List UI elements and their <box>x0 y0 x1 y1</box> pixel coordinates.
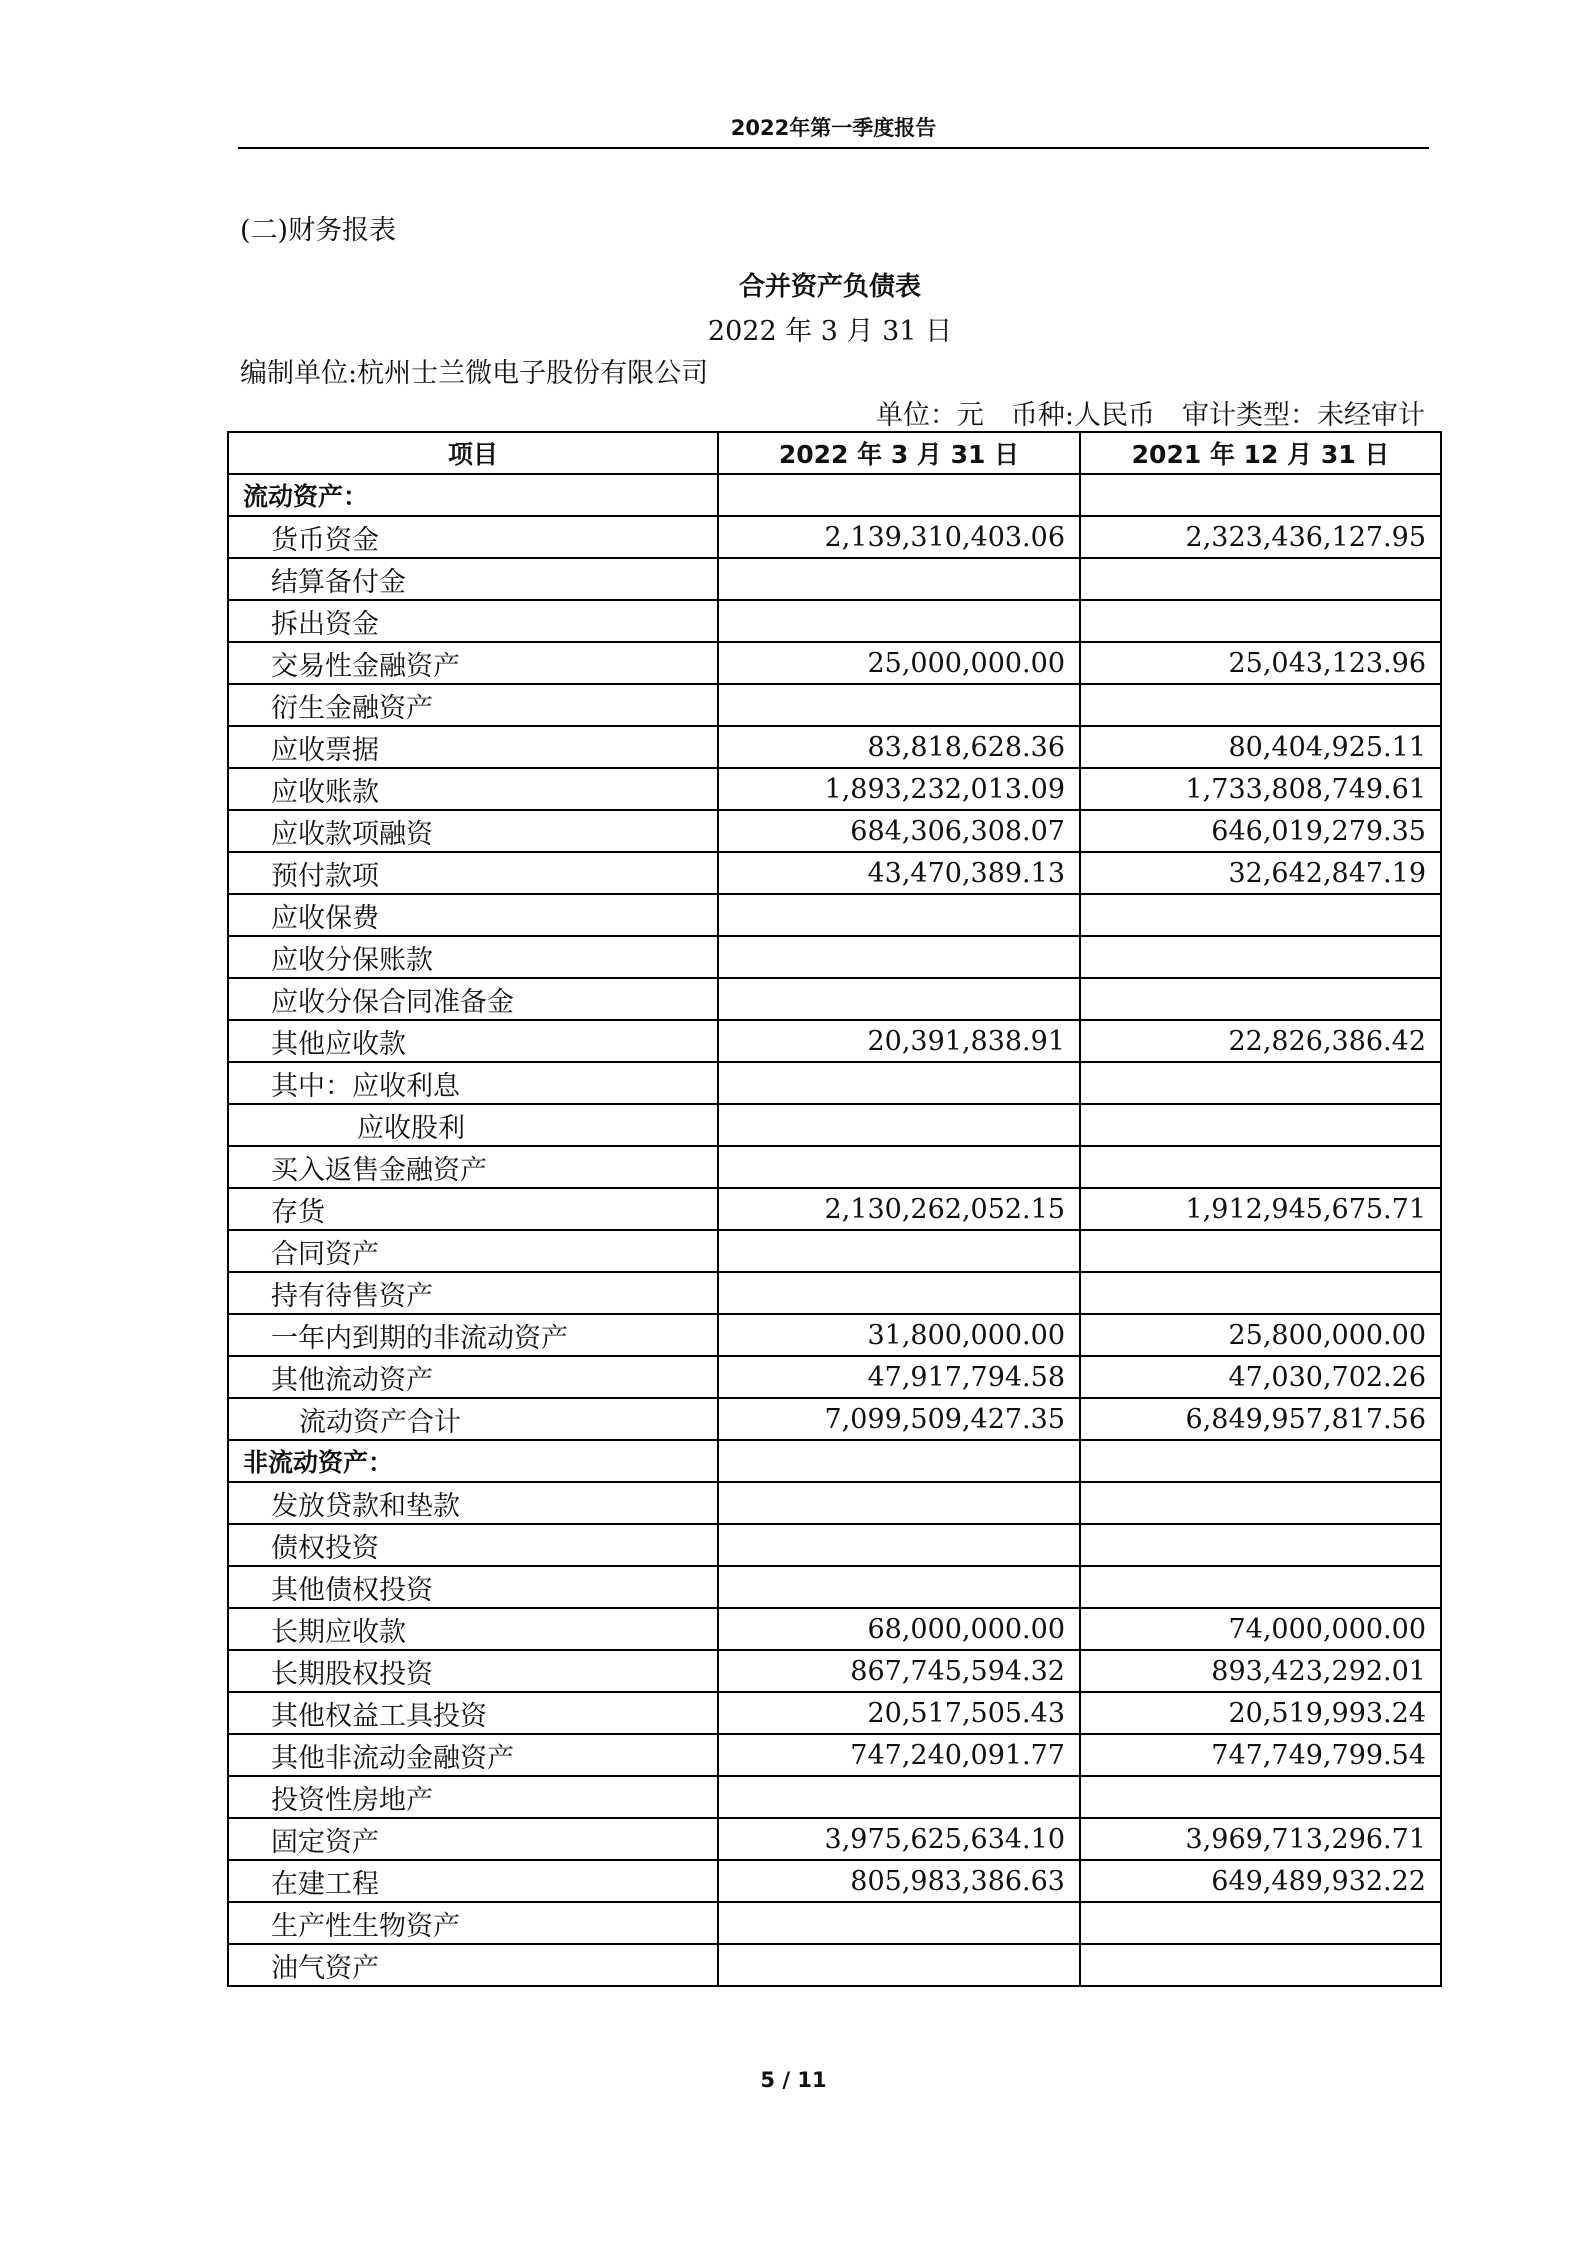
row-label: 货币资金 <box>228 516 718 558</box>
row-label: 衍生金融资产 <box>228 684 718 726</box>
table-row <box>228 1104 1441 1146</box>
row-label: 在建工程 <box>228 1860 718 1902</box>
current-value <box>718 1146 1080 1188</box>
previous-value: 747,749,799.54 <box>1080 1734 1441 1776</box>
row-label: 债权投资 <box>228 1524 718 1566</box>
previous-value: 1,733,808,749.61 <box>1080 768 1441 810</box>
current-value <box>718 1566 1080 1608</box>
row-label: 其他非流动金融资产 <box>228 1734 718 1776</box>
table-row <box>228 1020 1441 1062</box>
previous-value <box>1080 1062 1441 1104</box>
previous-value: 6,849,957,817.56 <box>1080 1398 1441 1440</box>
column-header-current: 2022 年 3 月 31 日 <box>718 432 1080 474</box>
table-row <box>228 1524 1441 1566</box>
current-value <box>718 1230 1080 1272</box>
table-row <box>228 1146 1441 1188</box>
row-label: 买入返售金融资产 <box>228 1146 718 1188</box>
table-row <box>228 558 1441 600</box>
table-row <box>228 1398 1441 1440</box>
current-value <box>718 1944 1080 1986</box>
statement-title: 合并资产负债表 <box>738 272 921 302</box>
table-row <box>228 936 1441 978</box>
row-label: 其中：应收利息 <box>228 1062 718 1104</box>
previous-value: 80,404,925.11 <box>1080 726 1441 768</box>
current-value: 20,517,505.43 <box>718 1692 1080 1734</box>
previous-value: 893,423,292.01 <box>1080 1650 1441 1692</box>
row-label: 应收票据 <box>228 726 718 768</box>
table-row <box>228 1608 1441 1650</box>
report-header: 2022年第一季度报告 <box>730 116 937 140</box>
table-row <box>228 1062 1441 1104</box>
previous-value <box>1080 1944 1441 1986</box>
previous-value <box>1080 684 1441 726</box>
current-value <box>718 894 1080 936</box>
table-row <box>228 642 1441 684</box>
row-label: 一年内到期的非流动资产 <box>228 1314 718 1356</box>
column-header-item: 项目 <box>228 432 718 474</box>
current-value <box>718 1776 1080 1818</box>
current-value <box>718 1062 1080 1104</box>
current-value <box>718 558 1080 600</box>
previous-value <box>1080 1440 1441 1482</box>
table-row <box>228 1902 1441 1944</box>
previous-value <box>1080 1104 1441 1146</box>
current-value: 31,800,000.00 <box>718 1314 1080 1356</box>
previous-value: 47,030,702.26 <box>1080 1356 1441 1398</box>
current-value <box>718 600 1080 642</box>
previous-value <box>1080 1776 1441 1818</box>
current-value: 47,917,794.58 <box>718 1356 1080 1398</box>
previous-value <box>1080 1272 1441 1314</box>
previous-value: 25,043,123.96 <box>1080 642 1441 684</box>
row-label: 流动资产合计 <box>228 1398 718 1440</box>
previous-value <box>1080 1146 1441 1188</box>
current-value: 684,306,308.07 <box>718 810 1080 852</box>
row-label: 持有待售资产 <box>228 1272 718 1314</box>
row-label: 应收分保账款 <box>228 936 718 978</box>
previous-value <box>1080 474 1441 516</box>
current-value <box>718 978 1080 1020</box>
row-label: 油气资产 <box>228 1944 718 1986</box>
table-row <box>228 852 1441 894</box>
row-label: 生产性生物资产 <box>228 1902 718 1944</box>
previous-value: 1,912,945,675.71 <box>1080 1188 1441 1230</box>
row-label: 长期应收款 <box>228 1608 718 1650</box>
current-value: 83,818,628.36 <box>718 726 1080 768</box>
row-label: 应收保费 <box>228 894 718 936</box>
current-value: 2,130,262,052.15 <box>718 1188 1080 1230</box>
current-value: 2,139,310,403.06 <box>718 516 1080 558</box>
row-label: 合同资产 <box>228 1230 718 1272</box>
table-row <box>228 1272 1441 1314</box>
row-label: 其他流动资产 <box>228 1356 718 1398</box>
current-value: 43,470,389.13 <box>718 852 1080 894</box>
current-value <box>718 1104 1080 1146</box>
previous-value <box>1080 600 1441 642</box>
table-row <box>228 1818 1441 1860</box>
row-label: 其他权益工具投资 <box>228 1692 718 1734</box>
current-value <box>718 936 1080 978</box>
current-value: 7,099,509,427.35 <box>718 1398 1080 1440</box>
table-row <box>228 600 1441 642</box>
current-value <box>718 1902 1080 1944</box>
table-row <box>228 1860 1441 1902</box>
table-row <box>228 768 1441 810</box>
table-header-row <box>228 432 1441 474</box>
table-row <box>228 474 1441 516</box>
row-label: 拆出资金 <box>228 600 718 642</box>
row-label: 其他债权投资 <box>228 1566 718 1608</box>
current-value: 20,391,838.91 <box>718 1020 1080 1062</box>
balance-sheet-table <box>227 431 1442 1987</box>
current-value: 867,745,594.32 <box>718 1650 1080 1692</box>
previous-value <box>1080 1902 1441 1944</box>
row-label: 交易性金融资产 <box>228 642 718 684</box>
previous-value: 22,826,386.42 <box>1080 1020 1441 1062</box>
column-header-previous: 2021 年 12 月 31 日 <box>1080 432 1441 474</box>
row-label: 流动资产： <box>228 474 718 516</box>
previous-value: 2,323,436,127.95 <box>1080 516 1441 558</box>
previous-value <box>1080 1566 1441 1608</box>
table-row <box>228 1944 1441 1986</box>
previous-value <box>1080 936 1441 978</box>
table-row <box>228 1482 1441 1524</box>
previous-value <box>1080 894 1441 936</box>
previous-value <box>1080 1482 1441 1524</box>
statement-meta: 单位：元 币种:人民币 审计类型：未经审计 <box>875 400 1425 431</box>
current-value: 68,000,000.00 <box>718 1608 1080 1650</box>
table-row <box>228 726 1441 768</box>
page-number: 5 / 11 <box>760 2068 827 2092</box>
table-row <box>228 1566 1441 1608</box>
table-row <box>228 684 1441 726</box>
row-label: 存货 <box>228 1188 718 1230</box>
row-label: 非流动资产： <box>228 1440 718 1482</box>
company-name: 编制单位:杭州士兰微电子股份有限公司 <box>240 358 709 389</box>
current-value: 805,983,386.63 <box>718 1860 1080 1902</box>
previous-value <box>1080 1524 1441 1566</box>
table-row <box>228 1776 1441 1818</box>
section-title: (二)财务报表 <box>240 215 397 246</box>
current-value: 1,893,232,013.09 <box>718 768 1080 810</box>
row-label: 应收款项融资 <box>228 810 718 852</box>
current-value <box>718 1440 1080 1482</box>
table-row <box>228 1356 1441 1398</box>
table-row <box>228 1230 1441 1272</box>
row-label: 应收分保合同准备金 <box>228 978 718 1020</box>
header-rule <box>238 147 1429 149</box>
previous-value: 32,642,847.19 <box>1080 852 1441 894</box>
previous-value <box>1080 978 1441 1020</box>
row-label: 其他应收款 <box>228 1020 718 1062</box>
row-label: 固定资产 <box>228 1818 718 1860</box>
previous-value: 25,800,000.00 <box>1080 1314 1441 1356</box>
previous-value: 74,000,000.00 <box>1080 1608 1441 1650</box>
table-row <box>228 1314 1441 1356</box>
table-row <box>228 978 1441 1020</box>
row-label: 应收账款 <box>228 768 718 810</box>
previous-value: 20,519,993.24 <box>1080 1692 1441 1734</box>
previous-value: 649,489,932.22 <box>1080 1860 1441 1902</box>
table-row <box>228 1188 1441 1230</box>
previous-value <box>1080 1230 1441 1272</box>
table-row <box>228 894 1441 936</box>
current-value <box>718 1272 1080 1314</box>
current-value <box>718 684 1080 726</box>
table-row <box>228 810 1441 852</box>
current-value <box>718 1482 1080 1524</box>
table-row <box>228 1440 1441 1482</box>
previous-value: 3,969,713,296.71 <box>1080 1818 1441 1860</box>
table-row <box>228 1650 1441 1692</box>
row-label: 长期股权投资 <box>228 1650 718 1692</box>
current-value: 747,240,091.77 <box>718 1734 1080 1776</box>
table-row <box>228 1734 1441 1776</box>
current-value <box>718 1524 1080 1566</box>
row-label: 发放贷款和垫款 <box>228 1482 718 1524</box>
previous-value: 646,019,279.35 <box>1080 810 1441 852</box>
current-value: 3,975,625,634.10 <box>718 1818 1080 1860</box>
row-label: 结算备付金 <box>228 558 718 600</box>
row-label: 投资性房地产 <box>228 1776 718 1818</box>
current-value <box>718 474 1080 516</box>
current-value: 25,000,000.00 <box>718 642 1080 684</box>
statement-date: 2022 年 3 月 31 日 <box>707 316 953 347</box>
table-row <box>228 516 1441 558</box>
previous-value <box>1080 558 1441 600</box>
row-label: 预付款项 <box>228 852 718 894</box>
row-label: 应收股利 <box>228 1104 718 1146</box>
table-row <box>228 1692 1441 1734</box>
